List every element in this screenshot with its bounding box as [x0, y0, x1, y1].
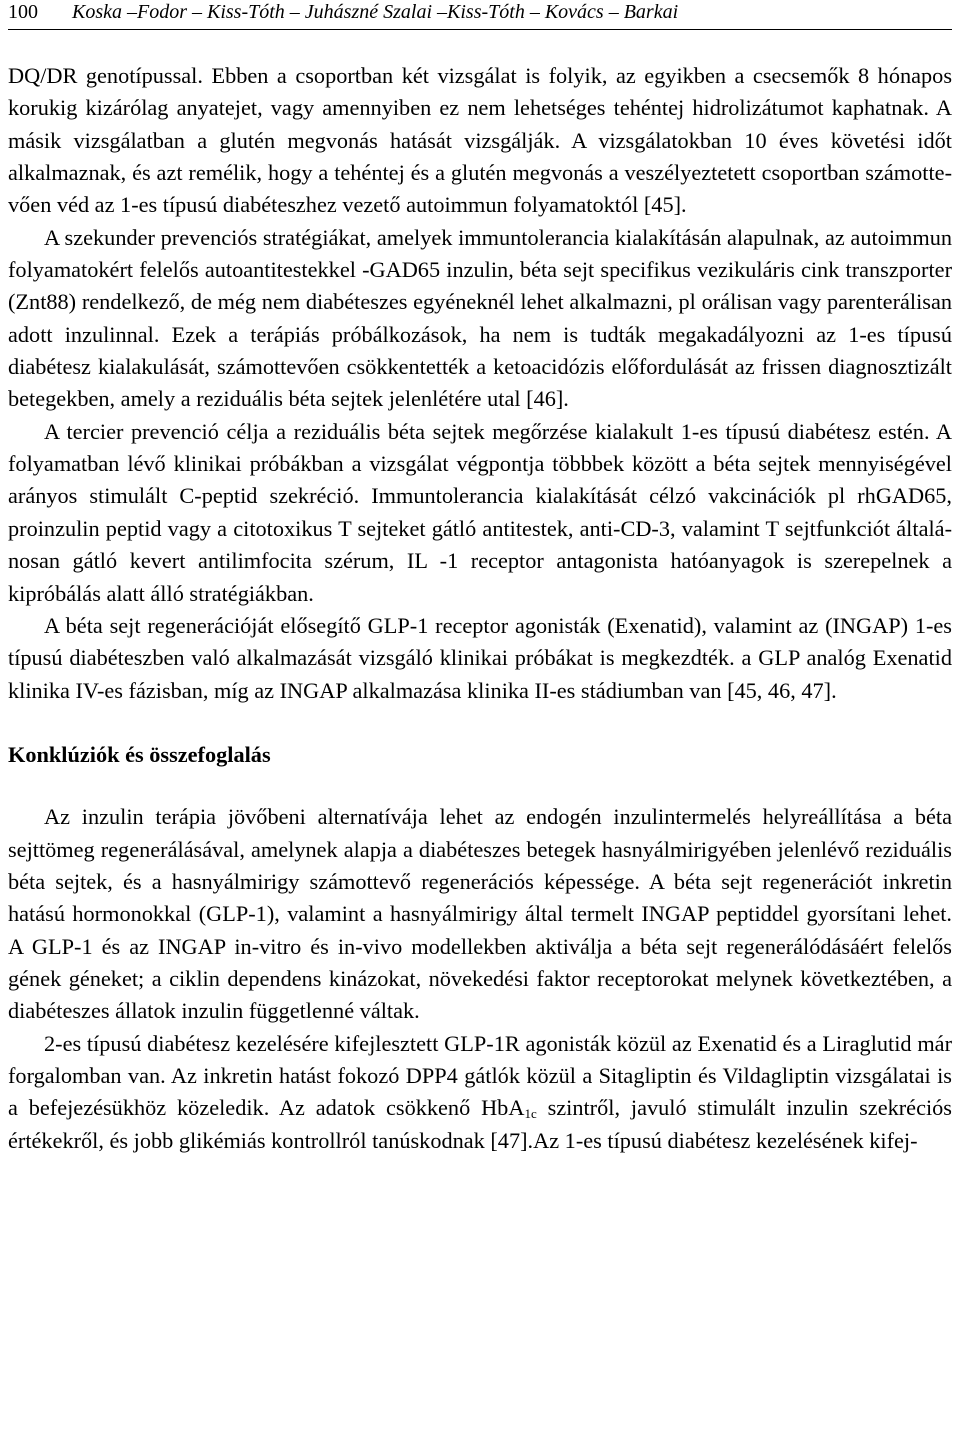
paragraph-text: szintről, javuló stimulált inzulin szekréciós értékekről, és jobb glikémiás kontrollról tanúskodnak [47].Az 1-es típusú diabétesz kezelésének kifej-	[8, 1095, 952, 1153]
paragraph: A béta sejt regenerációját elősegítő GLP-1 receptor agonisták (Exenatid), valamint az (INGAP) 1-es típusú diabéteszben való alkalmazását vizsgáló klinikai próbákat is megkezdték. a GLP analóg Exenatid klinika IV-es fázisban, míg az INGAP alkalmazása klinika II-es stádiumban van [45, 46, 47].	[8, 612, 952, 703]
paragraph: A tercier prevenció célja a reziduális béta sejtek megőrzése kialakult 1-es típusú diabétesz estén. A folyamatban lévő klinikai próbákban a vizsgálat végpontja többbek között a béta sejtek mennyiségével arányos stimulált C-peptid szekréció. Immuntolerancia kialakítását célzó vakcinációk pl rhGAD65, proinzulin peptid vagy a citotoxikus T sejteket gátló antitestek, anti-CD-3, valamint T sejtfunkciót általánosan gátló kevert antilimfocita szérum, IL -1 receptor antagonista hatóanyagok is szerepelnek a kipróbálás alatt álló stratégiákban.	[8, 418, 952, 606]
paragraph-last	[8, 1028, 952, 1157]
running-head-authors: Koska –Fodor – Kiss-Tóth – Juhászné Szalai –Kiss-Tóth – Kovács – Barkai	[72, 1, 679, 23]
page-number: 100	[8, 1, 38, 23]
paragraph: A szekunder prevenciós stratégiákat, amelyek immuntolerancia kialakításán alapulnak, az autoimmun folyamatokért felelős autoantitestekkel -GAD65 inzulin, béta sejt specifikus vezikuláris cink transzporter (Znt88) rendelkező, de még nem diabéteszes egyéneknél lehet alkalmazni, pl orálisan vagy parenterálisan adott inzulinnal. Ezek a terápiás próbálkozások, ha nem is tudták megakadályozni az 1-es típusú diabétesz kialakulását, számottevően csökkentették a ketoacidózis előfordulását az frissen diagnosztizált betegekben, amely a reziduális béta sejtek jelenlétére utal [46].	[8, 224, 952, 412]
header-rule	[8, 29, 952, 30]
paragraph: Az inzulin terápia jövőbeni alternatívája lehet az endogén inzulintermelés helyreállítása a béta sejttömeg regenerálásával, amelynek alapja a diabéteszes betegek hasnyálmirigyében jelenlévő reziduális béta sejtek, és a hasnyálmirigy számottevő regenerációs képessége. A béta sejt regenerációt inkretin hatású hormonokkal (GLP-1), valamint a hasnyálmirigy által termelt INGAP peptiddel gyorsítani lehet. A GLP-1 és az INGAP in-vitro és in-vivo modellekben aktiválja a béta sejt regenerálódásáért felelős gének géneket; a ciklin dependens kinázokat, növekedési faktor receptorokat melynek következtében, a diabéteszes állatok inzulin függetlenné váltak.	[8, 804, 952, 1024]
paragraph: DQ/DR genotípussal. Ebben a csoportban két vizsgálat is folyik, az egyikben a csecsemők 8 hónapos korukig kizárólag anyatejet, vagy amennyiben ez nem lehetséges tehéntej hidrolizátumot kaphatnak. A másik vizsgálatban a glutén megvonás hatását vizsgálják. A vizsgálatokban 10 éves követési időt alkalmaznak, és azt remélik, hogy a tehéntej és a glutén megvonás a veszélyeztetett csoportban számottevően véd az 1-es típusú diabéteszhez vezető autoimmun folyamatoktól [45].	[8, 63, 952, 218]
paragraph-text: 2-es típusú diabétesz kezelésére kifejlesztett GLP-1R agonisták közül az Exenatid és a Liraglutid már forgalomban van. Az inkretin hatást fokozó DPP4 gátlók közül a Sitagliptin és Vildagliptin vizsgálatai is a befejezésükhöz közeledik. Az adatok csökkenő HbA	[8, 1030, 952, 1121]
body-text	[8, 60, 952, 1157]
hba1c-subscript: 1c	[524, 1106, 537, 1122]
running-head	[8, 0, 952, 24]
section-heading: Konklúziók és összefoglalás	[8, 741, 271, 767]
